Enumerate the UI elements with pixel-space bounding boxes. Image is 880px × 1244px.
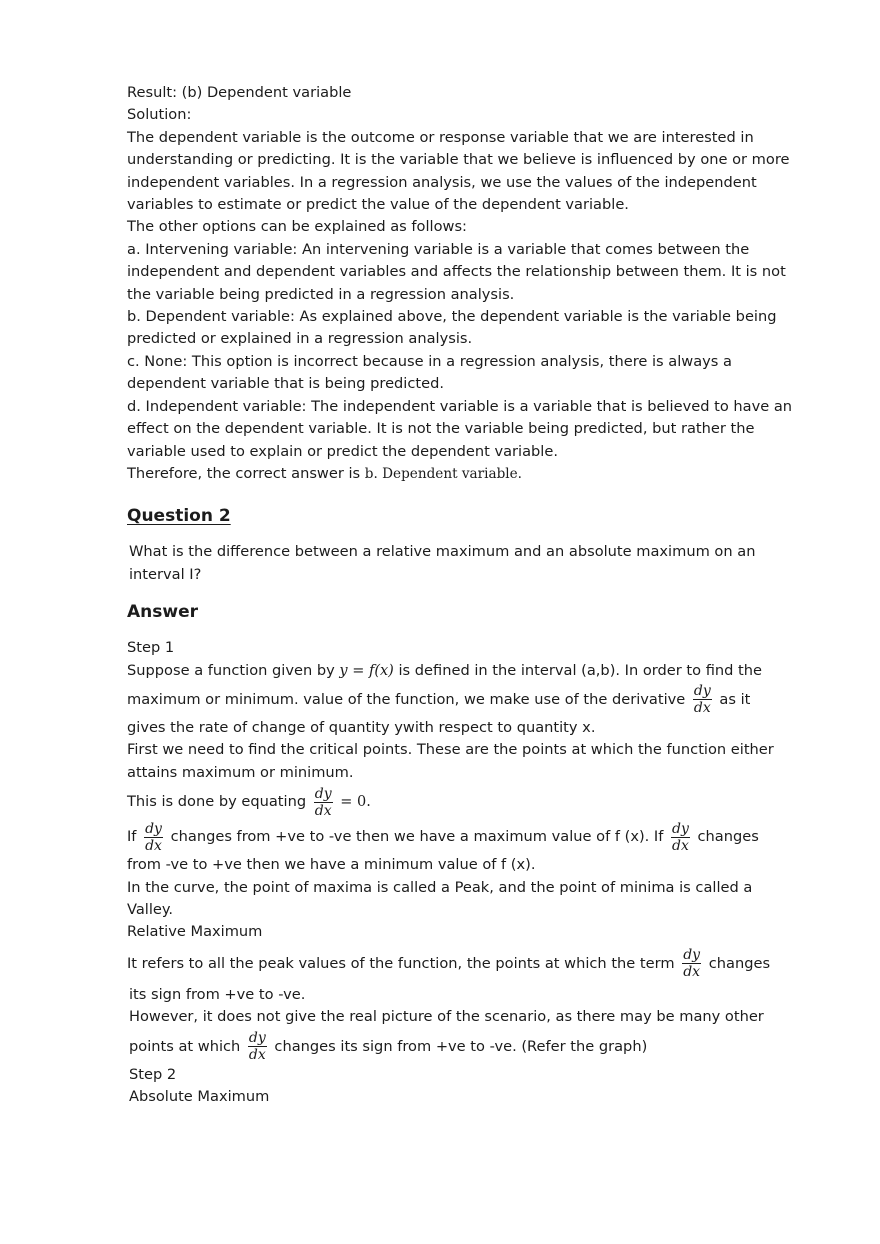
fraction-numerator: dy bbox=[693, 683, 711, 700]
fraction-denominator: dx bbox=[672, 837, 689, 854]
fraction-numerator: dy bbox=[248, 1030, 266, 1047]
answer-line-10: Valley. bbox=[127, 900, 174, 918]
option-b-explanation bbox=[127, 306, 817, 351]
text-span: If bbox=[127, 828, 142, 846]
text-span: maximum or minimum. value of the function, we make use of the derivative bbox=[127, 690, 690, 708]
text-span: as it bbox=[714, 690, 751, 708]
derivative-fraction bbox=[314, 786, 333, 819]
answer-line-9: In the curve, the point of maxima is called a Peak, and the point of minima is called a bbox=[127, 878, 753, 896]
text-line: variables to estimate or predict the value of the dependent variable. bbox=[127, 196, 629, 214]
solution-paragraph bbox=[127, 127, 817, 217]
answer-line-8: from -ve to +ve then we have a minimum value of f (x). bbox=[127, 856, 536, 874]
conclusion-answer: b. Dependent variable. bbox=[364, 465, 523, 482]
fraction-numerator: dy bbox=[672, 820, 689, 837]
text-line: c. None: This option is incorrect because in a regression analysis, there is always a bbox=[127, 352, 732, 370]
options-intro: The other options can be explained as follows: bbox=[127, 218, 467, 236]
derivative-fraction bbox=[671, 821, 690, 854]
math-equals-zero: = 0. bbox=[335, 794, 371, 811]
fraction-numerator: dy bbox=[683, 947, 701, 964]
math-y: y bbox=[339, 662, 348, 679]
option-c-explanation bbox=[127, 351, 817, 396]
option-d-explanation bbox=[127, 396, 817, 463]
text-line: independent and dependent variables and affects the relationship between them. It is not bbox=[127, 263, 786, 281]
answer-line-12: its sign from +ve to -ve. bbox=[129, 985, 306, 1003]
fraction-denominator: dx bbox=[248, 1047, 266, 1064]
text-line: What is the difference between a relative maximum and an absolute maximum on an bbox=[129, 543, 756, 561]
relative-maximum-heading: Relative Maximum bbox=[127, 923, 263, 941]
answer-line-2 bbox=[127, 682, 817, 717]
text-line: independent variables. In a regression analysis, we use the values of the independent bbox=[127, 173, 757, 191]
text-span: is defined in the interval (a,b). In order to find the bbox=[393, 661, 762, 679]
text-span: changes its sign from +ve to -ve. (Refer the graph) bbox=[269, 1037, 648, 1055]
derivative-fraction bbox=[693, 683, 712, 716]
answer-line-5: attains maximum or minimum. bbox=[127, 763, 354, 781]
document-page bbox=[127, 82, 817, 1108]
answer-line-6 bbox=[127, 784, 817, 819]
answer-line-3: gives the rate of change of quantity ywith respect to quantity x. bbox=[127, 718, 596, 736]
text-line: dependent variable that is being predicted. bbox=[127, 375, 444, 393]
step-1-label: Step 1 bbox=[127, 639, 175, 657]
text-line: a. Intervening variable: An intervening variable is a variable that comes between the bbox=[127, 240, 750, 258]
question-text bbox=[129, 541, 817, 586]
fraction-denominator: dx bbox=[145, 837, 162, 854]
answer-line-4: First we need to find the critical points. These are the points at which the function either bbox=[127, 741, 774, 759]
derivative-fraction bbox=[682, 947, 701, 980]
fraction-numerator: dy bbox=[145, 820, 162, 837]
derivative-fraction bbox=[248, 1030, 267, 1063]
fraction-numerator: dy bbox=[314, 785, 332, 802]
fraction-denominator: dx bbox=[683, 964, 701, 981]
derivative-fraction bbox=[144, 821, 163, 854]
text-span: It refers to all the peak values of the function, the points at which the term bbox=[127, 954, 680, 972]
text-line: d. Independent variable: The independent variable is a variable that is believed to have an bbox=[127, 397, 793, 415]
answer-line-14 bbox=[129, 1029, 817, 1064]
text-span: changes from +ve to -ve then we have a maximum value of f (x). If bbox=[165, 828, 669, 846]
text-line: b. Dependent variable: As explained above, the dependent variable is the variable being bbox=[127, 308, 777, 326]
text-line: effect on the dependent variable. It is not the variable being predicted, but rather the bbox=[127, 420, 755, 438]
option-a-explanation bbox=[127, 239, 817, 306]
text-span: This is done by equating bbox=[127, 793, 311, 811]
text-line: variable used to explain or predict the dependent variable. bbox=[127, 442, 558, 460]
answer-title: Answer bbox=[127, 602, 198, 623]
fraction-denominator: dx bbox=[314, 802, 332, 819]
text-line: the variable being predicted in a regression analysis. bbox=[127, 285, 515, 303]
text-line: The dependent variable is the outcome or response variable that we are interested in bbox=[127, 128, 754, 146]
text-span: changes bbox=[704, 954, 771, 972]
text-line: understanding or predicting. It is the variable that we believe is influenced by one or more bbox=[127, 151, 790, 169]
math-equals: = bbox=[347, 662, 369, 679]
text-span: Suppose a function given by bbox=[127, 661, 340, 679]
answer-line-13: However, it does not give the real picture of the scenario, as there may be many other bbox=[129, 1008, 764, 1026]
math-f: f bbox=[368, 662, 375, 679]
absolute-maximum-heading: Absolute Maximum bbox=[129, 1088, 270, 1105]
text-line: interval I? bbox=[129, 565, 202, 583]
solution-label: Solution: bbox=[127, 106, 192, 124]
result-line: Result: (b) Dependent variable bbox=[127, 84, 352, 101]
math-paren-x: (x) bbox=[374, 662, 394, 679]
question-title: Question 2 bbox=[127, 506, 231, 527]
text-span: changes bbox=[692, 828, 759, 846]
fraction-denominator: dx bbox=[693, 700, 711, 717]
text-span: points at which bbox=[129, 1037, 245, 1055]
conclusion-prefix: Therefore, the correct answer is bbox=[127, 464, 365, 482]
conclusion-line bbox=[127, 463, 817, 485]
answer-line-11 bbox=[127, 944, 817, 984]
answer-line-7 bbox=[127, 819, 817, 854]
step-2-label: Step 2 bbox=[129, 1065, 177, 1083]
answer-line-1 bbox=[127, 660, 817, 682]
text-line: predicted or explained in a regression analysis. bbox=[127, 330, 473, 348]
